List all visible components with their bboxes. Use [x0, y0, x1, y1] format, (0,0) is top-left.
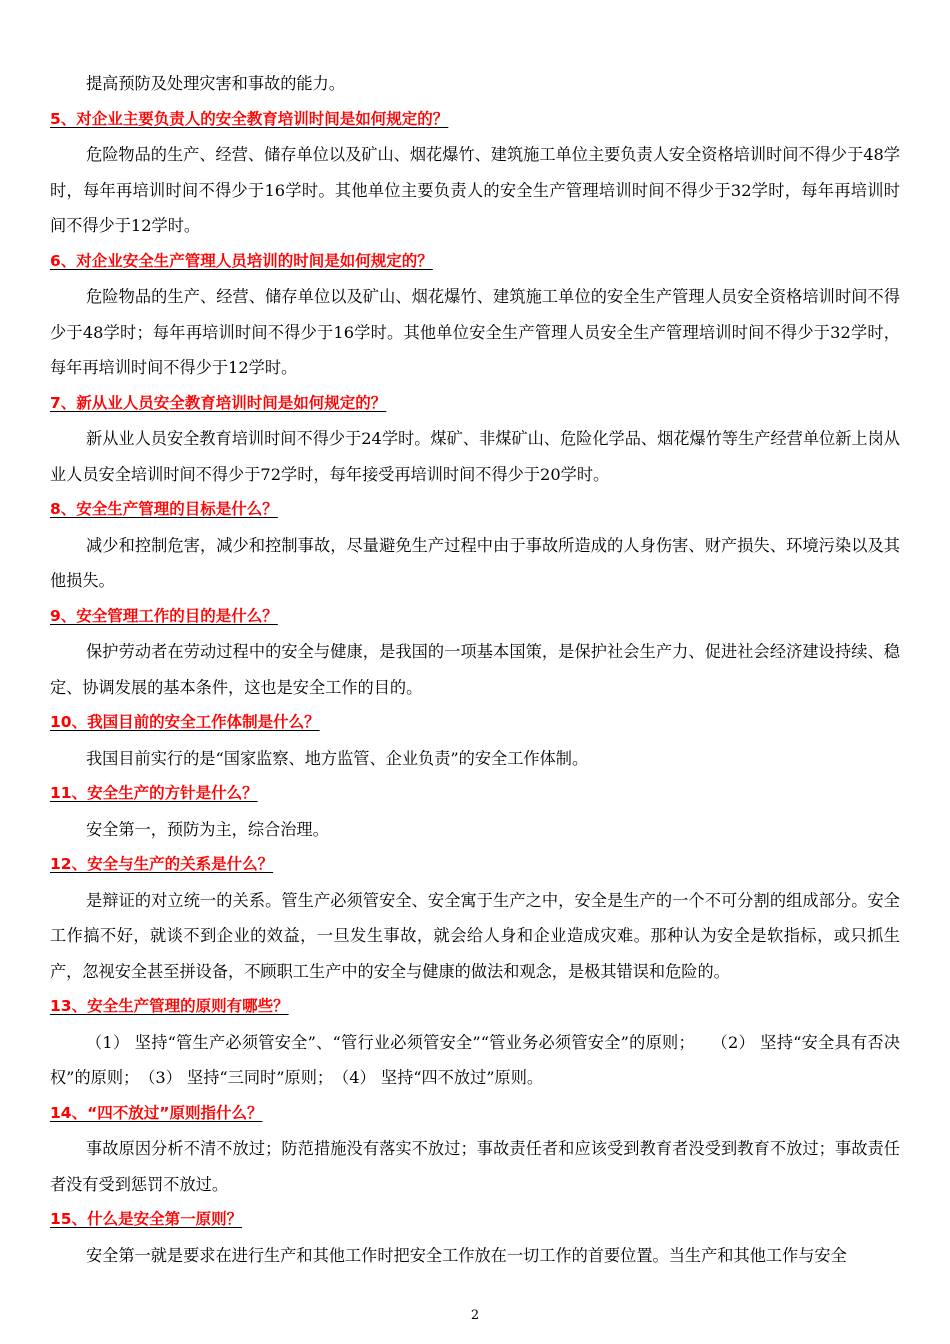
- answer-15: 安全第一就是要求在进行生产和其他工作时把安全工作放在一切工作的首要位置。当生产和其他工作与安全: [86, 1245, 847, 1265]
- lead-paragraph: 提高预防及处理灾害和事故的能力。: [86, 74, 345, 93]
- question-9-text: 9、安全管理工作的目的是什么？: [50, 606, 278, 625]
- question-6-text: 6、对企业安全生产管理人员培训的时间是如何规定的？: [50, 251, 433, 270]
- question-5-text: 5、对企业主要负责人的安全教育培训时间是如何规定的？: [50, 109, 449, 128]
- question-10-text: 10、我国目前的安全工作体制是什么？: [50, 713, 320, 731]
- question-6: [50, 244, 900, 280]
- answer-6: 危险物品的生产、经营、储存单位以及矿山、烟花爆竹、建筑施工单位的安全生产管理人员安全资格培训时间不得少于48学时；每年再培训时间不得少于16学时。其他单位安全生产管理人员安全生产管理培训时间不得少于32学时，每年再培训时间不得少于12学时。: [50, 287, 900, 377]
- question-9: [50, 599, 900, 635]
- question-8: [50, 492, 900, 528]
- answer-10: 我国目前实行的是“国家监察、地方监管、企业负责”的安全工作体制。: [86, 748, 589, 768]
- question-14: [50, 1096, 900, 1132]
- question-13-text: 13、安全生产管理的原则有哪些？: [50, 997, 289, 1015]
- question-5: [50, 102, 900, 138]
- question-10: [50, 705, 900, 741]
- question-13: [50, 989, 900, 1025]
- answer-8: 减少和控制危害，减少和控制事故，尽量避免生产过程中由于事故所造成的人身伤害、财产损失、环境污染以及其他损失。: [50, 535, 900, 590]
- question-7-text: 7、新从业人员安全教育培训时间是如何规定的？: [50, 393, 387, 412]
- answer-7: 新从业人员安全教育培训时间不得少于24学时。煤矿、非煤矿山、危险化学品、烟花爆竹等生产经营单位新上岗从业人员安全培训时间不得少于72学时，每年接受再培训时间不得少于20学时。: [50, 429, 900, 484]
- document-page: [50, 66, 900, 1273]
- question-12-text: 12、安全与生产的关系是什么？: [50, 855, 274, 873]
- answer-13: （1） 坚持“管生产必须管安全”、“管行业必须管安全”“管业务必须管安全”的原则； （2） 坚持“安全具有否决权”的原则； （3） 坚持“三同时”原则； （4） 坚持“四不放过”原则。: [50, 1032, 900, 1087]
- page-number: 2: [470, 1308, 480, 1323]
- answer-5: 危险物品的生产、经营、储存单位以及矿山、烟花爆竹、建筑施工单位主要负责人安全资格培训时间不得少于48学时，每年再培训时间不得少于16学时。其他单位主要负责人的安全生产管理培训时间不得少于32学时，每年再培训时间不得少于12学时。: [50, 145, 900, 235]
- question-8-text: 8、安全生产管理的目标是什么？: [50, 500, 278, 518]
- question-15-text: 15、什么是安全第一原则？: [50, 1210, 243, 1228]
- question-11: [50, 776, 900, 812]
- question-15: [50, 1202, 900, 1238]
- answer-9: 保护劳动者在劳动过程中的安全与健康，是我国的一项基本国策，是保护社会生产力、促进社会经济建设持续、稳定、协调发展的基本条件，这也是安全工作的目的。: [50, 642, 900, 697]
- question-14-text: 14、“四不放过”原则指什么？: [50, 1103, 263, 1122]
- question-11-text: 11、安全生产的方针是什么？: [50, 784, 258, 802]
- answer-11: 安全第一，预防为主，综合治理。: [86, 819, 329, 839]
- answer-12: 是辩证的对立统一的关系。管生产必须管安全、安全寓于生产之中，安全是生产的一个不可分割的组成部分。安全工作搞不好，就谈不到企业的效益，一旦发生事故，就会给人身和企业造成灾难。那种认为安全是软指标，或只抓生产，忽视安全甚至拼设备，不顾职工生产中的安全与健康的做法和观念，是极其错误和危险的。: [50, 890, 900, 981]
- question-12: [50, 847, 900, 883]
- question-7: [50, 386, 900, 422]
- answer-14: 事故原因分析不清不放过；防范措施没有落实不放过；事故责任者和应该受到教育者没受到教育不放过；事故责任者没有受到惩罚不放过。: [50, 1139, 900, 1194]
